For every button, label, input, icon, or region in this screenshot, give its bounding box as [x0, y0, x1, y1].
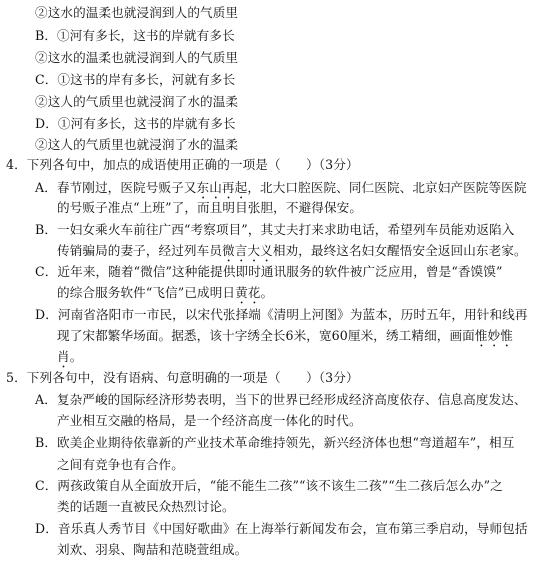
- q5-option-b-line-2: 之间有竞争也有合作。: [57, 457, 184, 472]
- option-d-line-1: D．①河有多长，这书的岸就有多长: [35, 116, 236, 131]
- question-4-stem: 4．下列各句中，加点的成语使用正确的一项是（ ）（3分）: [6, 157, 359, 172]
- q5-option-b-line-1: B．欧美企业期待依靠新的产业技术革命维持领先，新兴经济体也想“弯道超车”，相互: [35, 435, 515, 450]
- q4-option-b-line-2: [57, 242, 527, 265]
- q4-option-d-line-2: [57, 327, 513, 350]
- q4-option-d-line-3: [57, 348, 82, 371]
- q5-option-d-line-2: 刘欢、羽泉、陶喆和范晓萱组成。: [57, 542, 248, 557]
- q4-b-text-2: 相劝，最终这名妇女醒悟安全返回山东老家。: [272, 243, 527, 258]
- q4-c-text-1: 的综合服务软件“飞信”已成明日: [57, 285, 236, 300]
- question-5-stem: 5．下列各句中，没有语病、句意明确的一项是（ ）（3分）: [6, 370, 359, 385]
- option-c-line-1: C．①这书的岸有多长，河就有多长: [35, 72, 236, 87]
- q4-c-text-2: 。: [260, 285, 274, 300]
- q4-d-idiom-2: 肖: [57, 349, 70, 364]
- q4-b-idiom: 微言大义: [222, 243, 273, 258]
- q4-a-idiom: 东山再起: [196, 180, 248, 195]
- q4-option-c-line-2: [57, 284, 273, 307]
- q4-d-text-2: 。: [69, 349, 83, 364]
- option-a-line-2: ②这水的温柔也就浸润到人的气质里: [35, 5, 239, 20]
- option-b-line-1: B．①河有多长，这书的岸就有多长: [35, 28, 235, 43]
- option-c-line-2: ②这人的气质里也就浸润了水的温柔: [35, 94, 239, 109]
- option-d-line-2: ②这人的气质里也就浸润了水的温柔: [35, 137, 239, 152]
- q5-option-d-line-1: D．音乐真人秀节目《中国好歌曲》在上海举行新闻发布会，宣布第三季启动，导师包括: [35, 521, 528, 536]
- q5-option-a-line-1: A．复杂严峻的国际经济形势表明，当下的世界已经形成经济高度依存、信息高度发达、: [35, 392, 527, 407]
- q5-option-a-line-2: 产业相互交融的格局，是一个经济高度一体化的时代。: [57, 413, 362, 428]
- q4-b-text-1: 传销骗局的妻子，经过列车员: [57, 243, 223, 258]
- q5-option-c-line-2: 类的话题一直被民众热烈讨论。: [57, 499, 235, 514]
- q4-a-text-1: A．春节刚过，医院号贩子又: [35, 180, 197, 195]
- q4-option-d-line-1: D．河南省洛阳市一市民，以宋代张择端《清明上河图》为蓝本，历时五年，用针和线再: [35, 307, 528, 322]
- q5-option-c-line-1: C．两孩政策自从全面放开后，“能不能生二孩”“该不该生二孩”“生二孩后怎么办”之: [35, 478, 503, 493]
- q4-option-c-line-1: C．近年来，随着“微信”这种能提供即时通讯服务的软件被广泛应用，曾是“香馍馍”: [35, 264, 503, 279]
- q4-a-text-2: ，北大口腔医院、同仁医院、北京妇产医院等医院: [247, 180, 527, 195]
- q4-option-a-line-2: 的号贩子准点“上班”了，而且明目张胆，不避得保安。: [57, 200, 363, 215]
- q4-c-idiom: 黄花: [235, 285, 261, 300]
- q4-d-idiom-1: 惟妙惟: [474, 328, 513, 343]
- q4-option-b-line-1: B．一妇女乘火车前往广西“考察项目”，其丈夫打来求助电话，希望列车员能劝返陷入: [35, 222, 515, 237]
- option-b-line-2: ②这水的温柔也就浸润到人的气质里: [35, 50, 239, 65]
- q4-d-text-1: 现了宋都繁华场面。据悉，该十字绣全长6米，宽60厘米，绣工精细，画面: [57, 328, 475, 343]
